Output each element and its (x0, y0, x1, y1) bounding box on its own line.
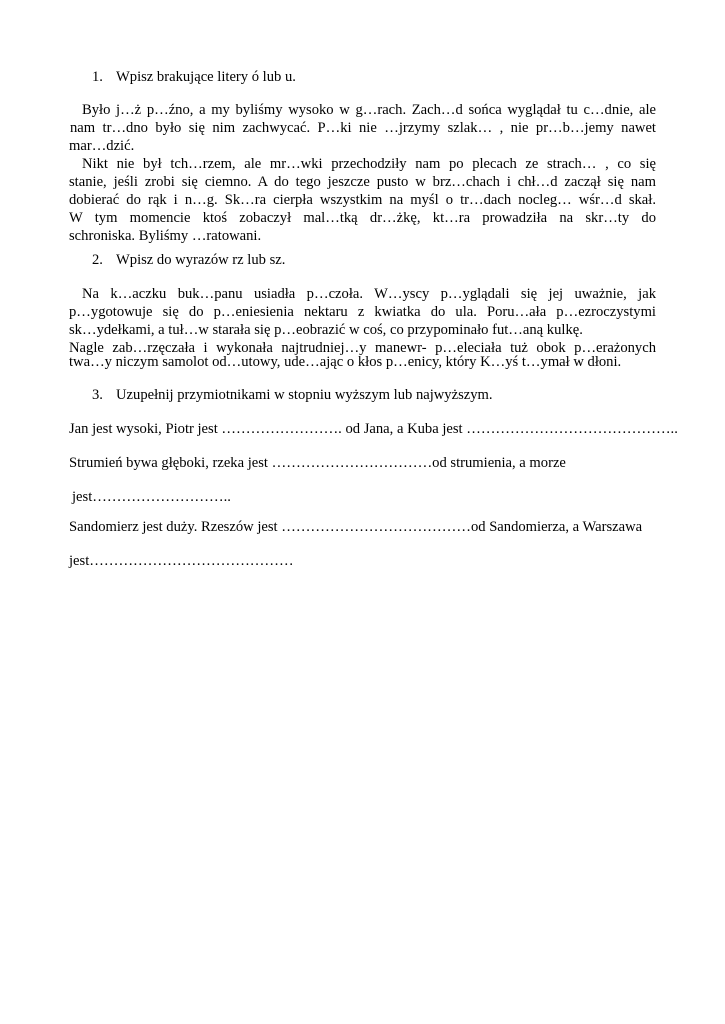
section3-line-3: jest……………………….. (72, 489, 231, 505)
section2-line-5: twa…y niczym samolot od…utowy, ude…ając o kłos p…enicy, który K…yś t…ymał w dłoni. (69, 354, 622, 370)
section2-line-3: sk…ydełkami, a tuł…w starała się p…eobrazić w coś, co przypominało fut…aną kulkę. (69, 322, 583, 338)
section3-number: 3. (92, 387, 103, 403)
section1-number: 1. (92, 69, 103, 85)
section2-number: 2. (92, 252, 103, 268)
section2-heading (92, 251, 285, 269)
section1-line-8: schroniska. Byliśmy …ratowani. (69, 228, 262, 244)
section1-line-5: stanie, jeśli zrobi się ciemno. A do tego jeszcze pusto w brz…chach i chł…d zaczął się nam (69, 174, 656, 190)
section3-heading (92, 386, 493, 404)
section1-line-3: mar…dzić. (69, 138, 135, 154)
section2-line-4: Nagle zab…rzęczała i wykonała najtrudniej…y manewr- p…eleciała tuż obok p…erażonych (69, 340, 656, 356)
section3-line-4: Sandomierz jest duży. Rzeszów jest …………………………………od Sandomierza, a Warszawa (69, 519, 643, 535)
section1-heading (92, 68, 296, 86)
section3-title: Uzupełnij przymiotnikami w stopniu wyższym lub najwyższym. (116, 387, 493, 403)
section2-line-1: Na k…aczku buk…panu usiadła p…czoła. W…yscy p…yglądali się jej uważnie, jak (82, 286, 656, 302)
section1-title: Wpisz brakujące litery ó lub u. (116, 69, 296, 85)
section1-line-7: W tym momencie ktoś zobaczył mal…tką dr…żkę, kt…ra prowadziła na skr…ty do (69, 210, 656, 226)
section3-line-2: Strumień bywa głęboki, rzeka jest ……………………………od strumienia, a morze (69, 455, 566, 471)
section3-line-5: jest…………………………………… (69, 553, 294, 569)
section1-line-2: nam tr…dno było się nim zachwycać. P…ki nie …jrzymy szlak… , nie pr…b…jemy nawet (70, 120, 656, 136)
section1-line-4: Nikt nie był tch…rzem, ale mr…wki przechodziły nam po plecach ze strach… , co się (82, 156, 656, 172)
section1-line-6: dobierać do rąk i n…g. Sk…ra cierpła wszystkim na myśl o tr…dach nocleg… wśr…d skał. (69, 192, 656, 208)
section1-line-1: Było j…ż p…źno, a my byliśmy wysoko w g…rach. Zach…d sońca wyglądał tu c…dnie, ale (82, 102, 656, 118)
section3-line-1: Jan jest wysoki, Piotr jest ……………………. od Jana, a Kuba jest …………………………………….. (69, 421, 678, 437)
section2-line-2: p…ygotowuje się do p…eniesienia nektaru z kwiatka do ula. Poru…ała p…ezroczystymi (69, 304, 656, 320)
section2-title: Wpisz do wyrazów rz lub sz. (116, 252, 286, 268)
